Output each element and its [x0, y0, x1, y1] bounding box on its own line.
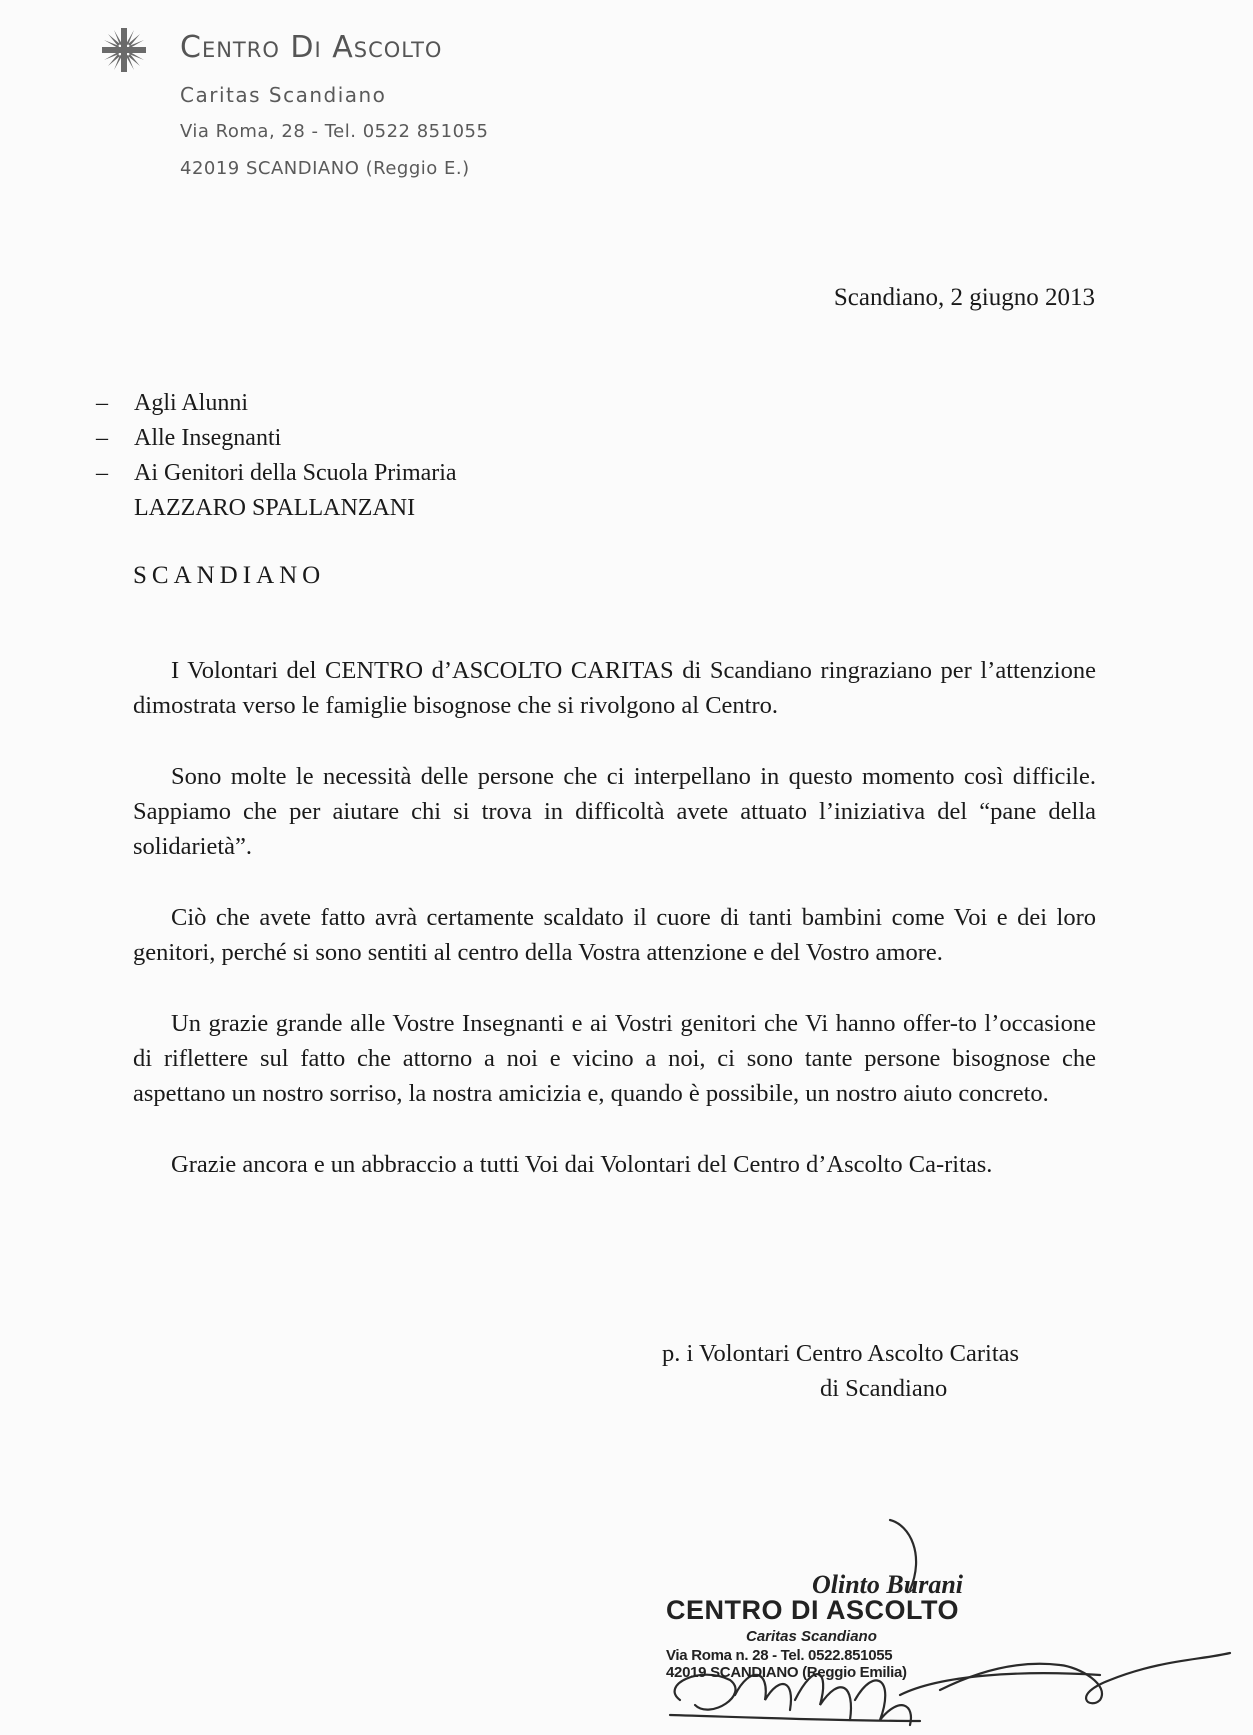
- body-paragraph: Un grazie grande alle Vostre Insegnanti e ai Vostri genitori che Vi hanno offer-to l’occasione di riflettere sul fatto che attorno a noi e vicino a noi, ci sono tante persone bisognose che aspettano un nostro sorriso, la nostra amicizia e, quando è possibile, un nostro aiuto concreto.: [133, 1010, 1096, 1107]
- stamp-address-line2: 42019 SCANDIANO (Reggio Emilia): [666, 1664, 907, 1681]
- letterhead-address-line2: 42019 SCANDIANO (Reggio E.): [180, 158, 470, 179]
- letter-body: [133, 653, 1096, 1218]
- body-paragraph: I Volontari del CENTRO d’ASCOLTO CARITAS di Scandiano ringraziano per l’attenzione dimostrata verso le famiglie bisognose che si rivolgono al Centro.: [133, 657, 1096, 719]
- closing-block: [662, 1336, 1019, 1406]
- signer-name: Olinto Burani: [812, 1570, 964, 1599]
- body-paragraph: Ciò che avete fatto avrà certamente scaldato il cuore di tanti bambini come Voi e dei loro genitori, perché si sono sentiti al centro della Vostra attenzione e del Vostro amore.: [133, 904, 1096, 966]
- recipient-city: SCANDIANO: [133, 562, 326, 589]
- recipient-list: [96, 386, 457, 526]
- letterhead-address-line1: Via Roma, 28 - Tel. 0522 851055: [180, 121, 489, 142]
- recipient-text: Agli Alunni: [134, 390, 249, 416]
- recipient-text: Ai Genitori della Scuola Primaria: [134, 460, 457, 486]
- body-paragraph: Grazie ancora e un abbraccio a tutti Voi dai Volontari del Centro d’Ascolto Ca-ritas.: [171, 1151, 993, 1178]
- letter-date: Scandiano, 2 giugno 2013: [833, 284, 1095, 311]
- recipient-item: [96, 421, 457, 456]
- stamp-title: CENTRO DI ASCOLTO: [666, 1595, 960, 1625]
- stamp-subtitle: Caritas Scandiano: [746, 1628, 877, 1645]
- school-name: LAZZARO SPALLANZANI: [134, 495, 416, 521]
- recipient-item: [96, 456, 457, 491]
- organization-stamp: [666, 1595, 986, 1681]
- list-dash: –: [96, 460, 108, 486]
- list-dash: –: [96, 390, 108, 416]
- letterhead-subtitle: Caritas Scandiano: [180, 83, 387, 107]
- closing-line1: p. i Volontari Centro Ascolto Caritas: [662, 1340, 1020, 1367]
- recipient-text: Alle Insegnanti: [134, 425, 282, 451]
- closing-line2: di Scandiano: [820, 1375, 948, 1402]
- list-dash: –: [96, 425, 108, 451]
- letterhead-title: Centro Di Ascolto: [180, 30, 443, 65]
- recipient-item: [96, 386, 457, 421]
- caritas-cross-icon: [100, 26, 148, 74]
- stamp-address-line1: Via Roma n. 28 - Tel. 0522.851055: [666, 1647, 893, 1664]
- body-paragraph: Sono molte le necessità delle persone che ci interpellano in questo momento così difficile. Sappiamo che per aiutare chi si trova in difficoltà avete attuato l’iniziativa del “pane della solidarietà”.: [133, 763, 1096, 860]
